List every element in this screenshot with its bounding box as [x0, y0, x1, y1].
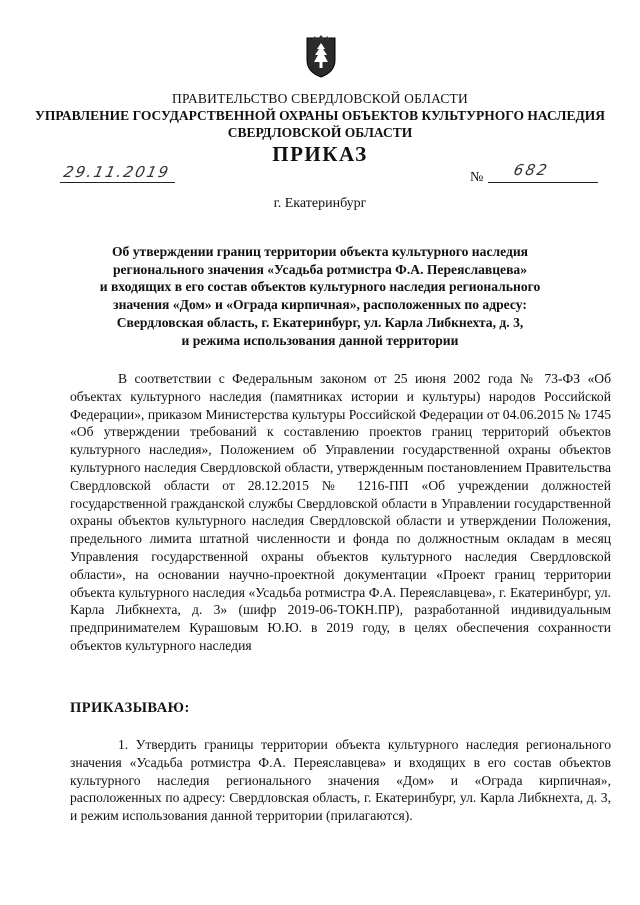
subject-line: и режима использования данной территории — [181, 332, 459, 348]
order-item-1: 1. Утвердить границы территории объекта культурного наследия регионального значения «Усадьба ротмистра Ф.А. Переяславцева» и входящих в его состав объектов культурного наследия регионального значения «Дом» и «Ограда кирпичная», расположенных по адресу: Свердловская область, г. Екатеринбург, ул. Карла Либкнехта, д. 3, и режим использования данной территории (прилагаются). — [70, 737, 611, 824]
order-number: 682 — [512, 161, 551, 179]
subject-line: значения «Дом» и «Ограда кирпичная», расположенных по адресу: — [113, 297, 527, 313]
department-line-2: СВЕРДЛОВСКОЙ ОБЛАСТИ — [227, 125, 413, 140]
department-name — [0, 107, 640, 141]
subject-line: регионального значения «Усадьба ротмистра Ф.А. Переяславцева» — [112, 261, 528, 277]
government-name: ПРАВИТЕЛЬСТВО СВЕРДЛОВСКОЙ ОБЛАСТИ — [172, 91, 468, 106]
city: г. Екатеринбург — [273, 196, 367, 211]
number-label: № — [470, 170, 484, 185]
order-date: 29.11.2019 — [62, 163, 172, 181]
preamble-paragraph: В соответствии с Федеральным законом от 25 июня 2002 года № 73-ФЗ «Об объектах культурного наследия (памятниках истории и культуры) народов Российской Федерации», приказом Министерства культуры Российской Федерации от 04.06.2015 № 1745 «Об утверждении требований к составлению проектов границ территорий объектов культурного наследия», Положением об Управлении государственной охраны объектов культурного наследия Свердловской области, утвержденным постановлением Правительства Свердловской области от 28.12.2015 № 1216-ПП «Об учреждении должностей государственной гражданской службы Свердловской области в Управлении государственной охраны объектов культурного наследия Свердловской области и утверждении Положения, предельного лимита штатной численности и фонда по должностным окладам в месяц Управления государственной охраны объектов культурного наследия Свердловской области», на основании научно-проектной документации «Проект границ территории объекта культурного наследия «Усадьба ротмистра Ф.А. Переяславцева», г. Екатеринбург, ул. Карла Либкнехта, д. 3» (шифр 2019-06-ТОКН.ПР), разработанной индивидуальным предпринимателем Курашовым Ю.Ю. в 2019 году, в целях обеспечения сохранности объектов культурного наследия — [70, 371, 611, 653]
subject-line: и входящих в его состав объектов культурного наследия регионального — [99, 279, 541, 295]
subject-line: Свердловская область, г. Екатеринбург, ул. Карла Либкнехта, д. 3, — [116, 314, 524, 330]
subject-line: Об утверждении границ территории объекта культурного наследия — [111, 244, 529, 259]
coat-of-arms-icon — [304, 34, 338, 78]
department-line-1: УПРАВЛЕНИЕ ГОСУДАРСТВЕННОЙ ОХРАНЫ ОБЪЕКТОВ КУЛЬТУРНОГО НАСЛЕДИЯ — [34, 108, 606, 123]
document-type: ПРИКАЗ — [272, 142, 368, 166]
order-heading: ПРИКАЗЫВАЮ: — [70, 700, 190, 716]
order-subject — [70, 243, 570, 349]
